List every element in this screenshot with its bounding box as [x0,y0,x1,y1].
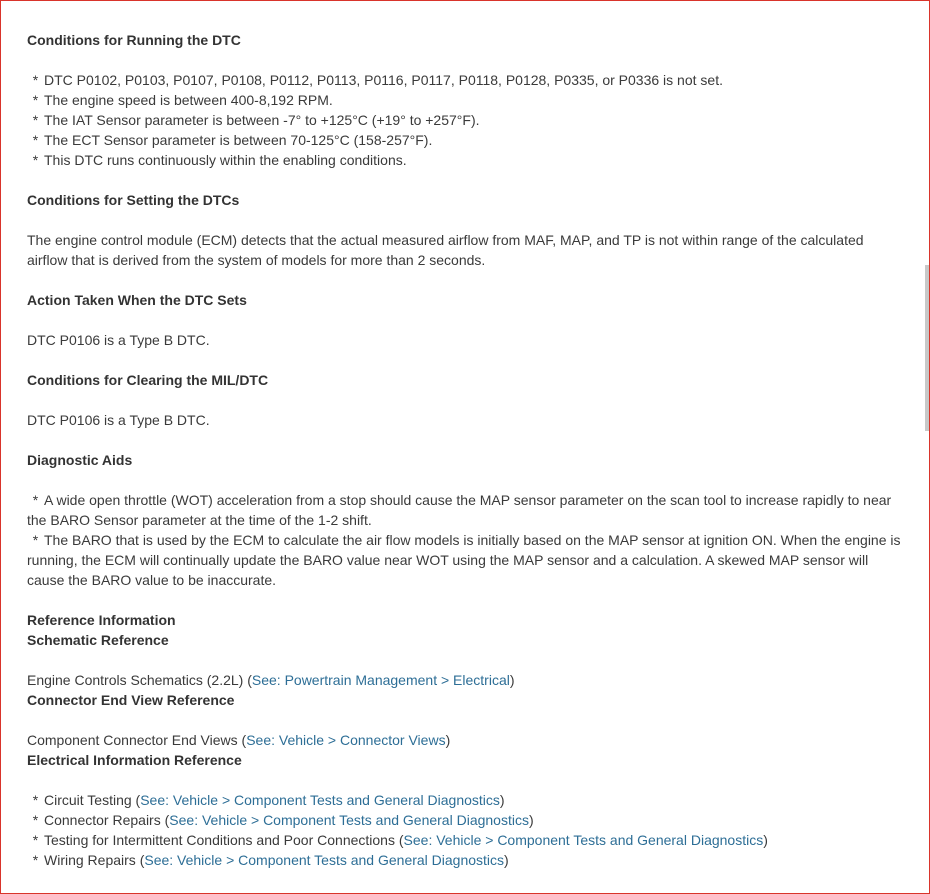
aids-item-2: * The BARO that is used by the ECM to calculate the air flow models is initially based on the MAP sensor at ignition ON. When the engine is running, the ECM will continually update the BARO value near WOT using the MAP sensor and a calculation. A skewed MAP sensor will cause the BARO value to be inaccurate. [27,532,901,588]
schematic-link[interactable]: See: Powertrain Management > Electrical [251,672,510,688]
running-item-2: * The engine speed is between 400-8,192 RPM. [32,92,333,108]
connector-line: Component Connector End Views (See: Vehicle > Connector Views) [27,732,451,748]
action-text: DTC P0106 is a Type B DTC. [27,332,210,348]
electrical-link-4[interactable]: See: Vehicle > Component Tests and General Diagnostics [144,852,505,868]
scrollbar[interactable] [925,265,929,431]
electrical-item-1: * Circuit Testing (See: Vehicle > Component Tests and General Diagnostics) [32,792,505,808]
schematic-heading: Schematic Reference [27,632,169,648]
reference-heading: Reference Information [27,612,176,628]
running-item-5: * This DTC runs continuously within the enabling conditions. [32,152,407,168]
running-item-1: * DTC P0102, P0103, P0107, P0108, P0112, P0113, P0116, P0117, P0118, P0128, P0335, or P0336 is not set. [32,72,723,88]
electrical-link-3[interactable]: See: Vehicle > Component Tests and General Diagnostics [403,832,764,848]
schematic-line: Engine Controls Schematics (2.2L) (See: Powertrain Management > Electrical) [27,672,515,688]
electrical-heading: Electrical Information Reference [27,752,242,768]
connector-heading: Connector End View Reference [27,692,235,708]
aids-heading: Diagnostic Aids [27,452,133,468]
setting-heading: Conditions for Setting the DTCs [27,192,240,208]
clearing-heading: Conditions for Clearing the MIL/DTC [27,372,269,388]
setting-text: The engine control module (ECM) detects that the actual measured airflow from MAF, MAP, and TP is not within range of the calculated airflow that is derived from the system of models for more than 2 seconds. [27,232,864,268]
document-content [27,30,907,870]
running-heading: Conditions for Running the DTC [27,32,241,48]
electrical-item-3: * Testing for Intermittent Conditions and Poor Connections (See: Vehicle > Component Tests and General Diagnostics) [32,832,768,848]
electrical-item-2: * Connector Repairs (See: Vehicle > Component Tests and General Diagnostics) [32,812,534,828]
connector-link[interactable]: See: Vehicle > Connector Views [246,732,446,748]
clearing-text: DTC P0106 is a Type B DTC. [27,412,210,428]
electrical-item-4: * Wiring Repairs (See: Vehicle > Component Tests and General Diagnostics) [32,852,509,868]
electrical-link-1[interactable]: See: Vehicle > Component Tests and General Diagnostics [140,792,500,808]
electrical-link-2[interactable]: See: Vehicle > Component Tests and General Diagnostics [169,812,529,828]
running-item-3: * The IAT Sensor parameter is between -7° to +125°C (+19° to +257°F). [32,112,480,128]
aids-item-1: * A wide open throttle (WOT) acceleration from a stop should cause the MAP sensor parameter on the scan tool to increase rapidly to near the BARO Sensor parameter at the time of the 1-2 shift. [27,492,892,528]
running-item-4: * The ECT Sensor parameter is between 70-125°C (158-257°F). [32,132,433,148]
action-heading: Action Taken When the DTC Sets [27,292,247,308]
